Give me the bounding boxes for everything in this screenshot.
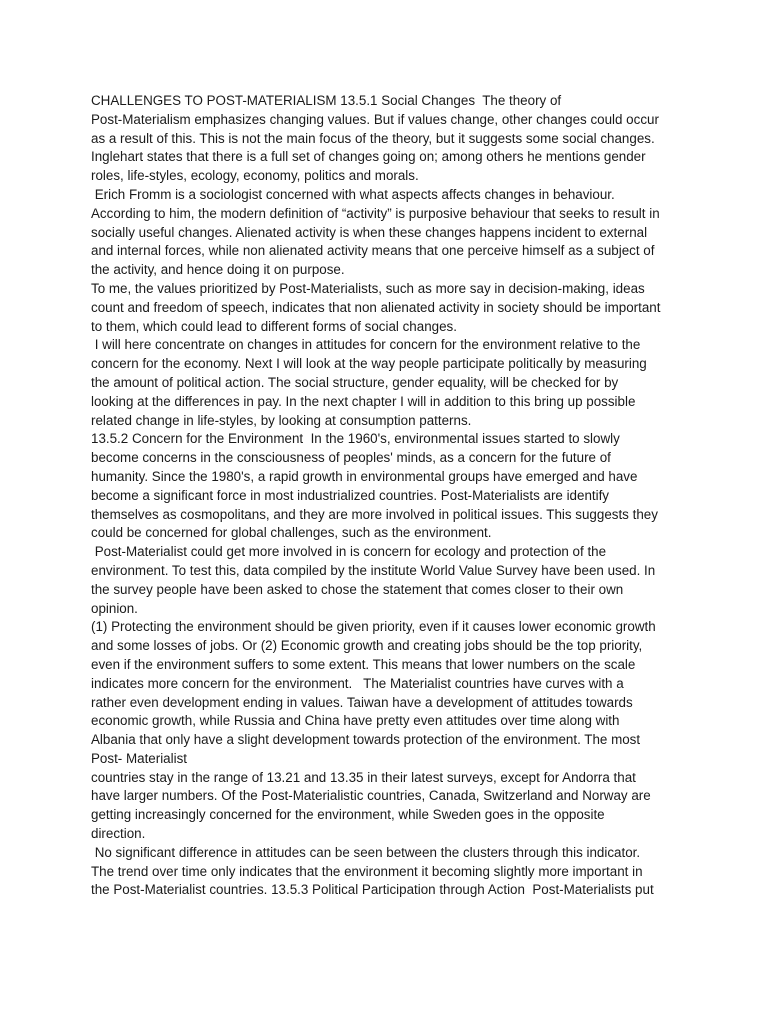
text-line: Post-Materialism emphasizes changing values. But if values change, other changes could occur	[91, 111, 659, 127]
text-line: Albania that only have a slight development towards protection of the environment. The most	[91, 732, 641, 748]
text-line: the amount of political action. The social structure, gender equality, will be checked for by	[91, 374, 619, 390]
text-line: 13.5.2 Concern for the Environment In the 1960's, environmental issues started to slowly	[91, 431, 620, 447]
text-line: looking at the differences in pay. In the next chapter I will in addition to this bring up possible	[91, 393, 636, 409]
document-body	[91, 92, 691, 900]
text-line: opinion.	[91, 600, 138, 616]
text-line: Post-Materialist could get more involved in is concern for ecology and protection of the	[91, 544, 607, 560]
text-line: become concerns in the consciousness of peoples' minds, as a concern for the future of	[91, 450, 611, 466]
text-line: the survey people have been asked to chose the statement that comes closer to their own	[91, 581, 624, 597]
text-line: the Post-Materialist countries. 13.5.3 Political Participation through Action Post-Materialists put	[91, 882, 654, 898]
text-line: Inglehart states that there is a full set of changes going on; among others he mentions gender	[91, 149, 646, 165]
text-line: Erich Fromm is a sociologist concerned with what aspects affects changes in behaviour.	[91, 186, 615, 202]
text-line: roles, life-styles, ecology, economy, politics and morals.	[91, 168, 419, 184]
text-line: even if the environment suffers to some extent. This means that lower numbers on the scale	[91, 656, 636, 672]
text-line: (1) Protecting the environment should be given priority, even if it causes lower economic growth	[91, 619, 656, 635]
text-line: the activity, and hence doing it on purpose.	[91, 262, 345, 278]
text-line: environment. To test this, data compiled by the institute World Value Survey have been used. In	[91, 562, 656, 578]
text-line: as a result of this. This is not the main focus of the theory, but it suggests some social changes.	[91, 130, 655, 146]
text-line: could be concerned for global challenges, such as the environment.	[91, 525, 492, 541]
text-line: humanity. Since the 1980's, a rapid growth in environmental groups have emerged and have	[91, 468, 638, 484]
text-line: have larger numbers. Of the Post-Materialistic countries, Canada, Switzerland and Norway are	[91, 788, 651, 804]
text-line: themselves as cosmopolitans, and they are more involved in political issues. This suggests they	[91, 506, 658, 522]
text-line: The trend over time only indicates that the environment it becoming slightly more important in	[91, 863, 643, 879]
text-line: related change in life-styles, by looking at consumption patterns.	[91, 412, 472, 428]
text-line: to them, which could lead to different forms of social changes.	[91, 318, 457, 334]
text-line: No significant difference in attitudes can be seen between the clusters through this indicator.	[91, 844, 641, 860]
text-line: socially useful changes. Alienated activity is when these changes happens incident to external	[91, 224, 648, 240]
text-line: concern for the economy. Next I will look at the way people participate politically by measuring	[91, 356, 647, 372]
text-line: count and freedom of speech, indicates that non alienated activity in society should be important	[91, 299, 661, 315]
text-line: getting increasingly concerned for the environment, while Sweden goes in the opposite	[91, 807, 605, 823]
text-line: become a significant force in most industrialized countries. Post-Materialists are identify	[91, 487, 609, 503]
text-line: Post- Materialist	[91, 750, 187, 766]
text-line: According to him, the modern definition of “activity” is purposive behaviour that seeks to result in	[91, 205, 660, 221]
text-line: CHALLENGES TO POST-MATERIALISM 13.5.1 Social Changes The theory of	[91, 93, 562, 108]
text-line: indicates more concern for the environment. The Materialist countries have curves with a	[91, 675, 624, 691]
text-line: countries stay in the range of 13.21 and 13.35 in their latest surveys, except for Andorra that	[91, 769, 636, 785]
text-line: I will here concentrate on changes in attitudes for concern for the environment relative to the	[91, 337, 641, 353]
text-line: economic growth, while Russia and China have pretty even attitudes over time along with	[91, 713, 620, 729]
text-line: To me, the values prioritized by Post-Materialists, such as more say in decision-making, ideas	[91, 280, 645, 296]
text-line: direction.	[91, 826, 146, 842]
text-line: and internal forces, while non alienated activity means that one perceive himself as a subject of	[91, 243, 655, 259]
text-line: rather even development ending in values. Taiwan have a development of attitudes towards	[91, 694, 633, 710]
text-line: and some losses of jobs. Or (2) Economic growth and creating jobs should be the top priority,	[91, 638, 643, 654]
